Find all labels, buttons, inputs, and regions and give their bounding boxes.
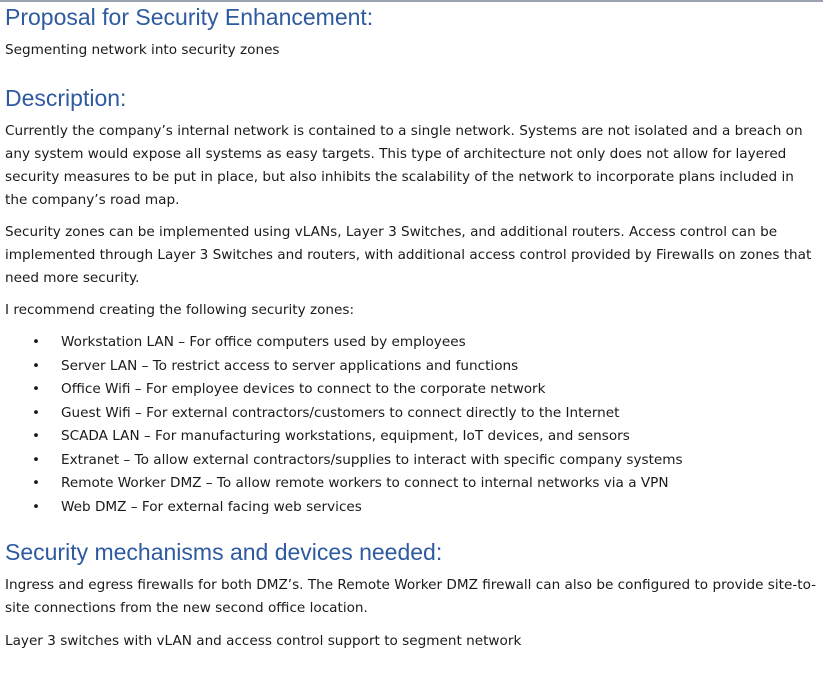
- zone-text: Web DMZ – For external facing web services: [61, 498, 362, 515]
- zone-text: Guest Wifi – For external contractors/customers to connect directly to the Internet: [61, 404, 620, 421]
- zone-text: Office Wifi – For employee devices to connect to the corporate network: [61, 381, 546, 397]
- bullet-icon: •: [32, 498, 41, 515]
- description-paragraph: Security zones can be implemented using vLANs, Layer 3 Switches, and additional routers. Access control can be implemented through Layer 3 Switches and routers, with additional access control provided by Firewalls on zones that need more security.: [5, 224, 812, 286]
- bullet-icon: •: [32, 381, 41, 397]
- bullet-icon: •: [32, 404, 41, 421]
- zone-text: SCADA LAN – For manufacturing workstations, equipment, IoT devices, and sensors: [61, 428, 630, 444]
- bullet-icon: •: [32, 357, 41, 374]
- bullet-icon: •: [32, 451, 41, 468]
- description-heading: Description:: [5, 85, 127, 111]
- proposal-subtitle: Segmenting network into security zones: [5, 42, 280, 58]
- bullet-icon: •: [32, 334, 41, 350]
- bullet-icon: •: [32, 428, 41, 444]
- list-item: [5, 331, 817, 355]
- list-item: [5, 449, 817, 473]
- description-paragraph: Currently the company’s internal network is contained to a single network. Systems are not isolated and a breach on any system would expose all systems as easy targets. This type of architecture not only does not allow for layered security measures to be put in place, but also inhibits the scalability of the network to incorporate plans included in the company’s road map.: [5, 123, 803, 208]
- zone-text: Workstation LAN – For office computers used by employees: [61, 334, 466, 350]
- list-item: [5, 378, 817, 402]
- list-item: [5, 472, 817, 496]
- mechanisms-paragraph: Ingress and egress firewalls for both DMZ’s. The Remote Worker DMZ firewall can also be configured to provide site-to-site connections from the new second office location.: [5, 577, 817, 616]
- mechanisms-heading: Security mechanisms and devices needed:: [5, 539, 443, 565]
- proposal-heading: Proposal for Security Enhancement:: [5, 4, 374, 30]
- list-item: [5, 355, 817, 379]
- list-item: [5, 496, 817, 520]
- list-item: [5, 402, 817, 426]
- mechanisms-paragraph: Layer 3 switches with vLAN and access control support to segment network: [5, 633, 522, 649]
- security-zones-list: [5, 331, 817, 519]
- list-item: [5, 425, 817, 449]
- zone-text: Server LAN – To restrict access to server applications and functions: [61, 357, 519, 374]
- document-body: [5, 0, 817, 653]
- zone-text: Remote Worker DMZ – To allow remote workers to connect to internal networks via a VPN: [61, 475, 669, 491]
- zone-text: Extranet – To allow external contractors/supplies to interact with specific company systems: [61, 451, 683, 468]
- bullet-icon: •: [32, 475, 41, 491]
- recommendation-intro: I recommend creating the following security zones:: [5, 302, 355, 318]
